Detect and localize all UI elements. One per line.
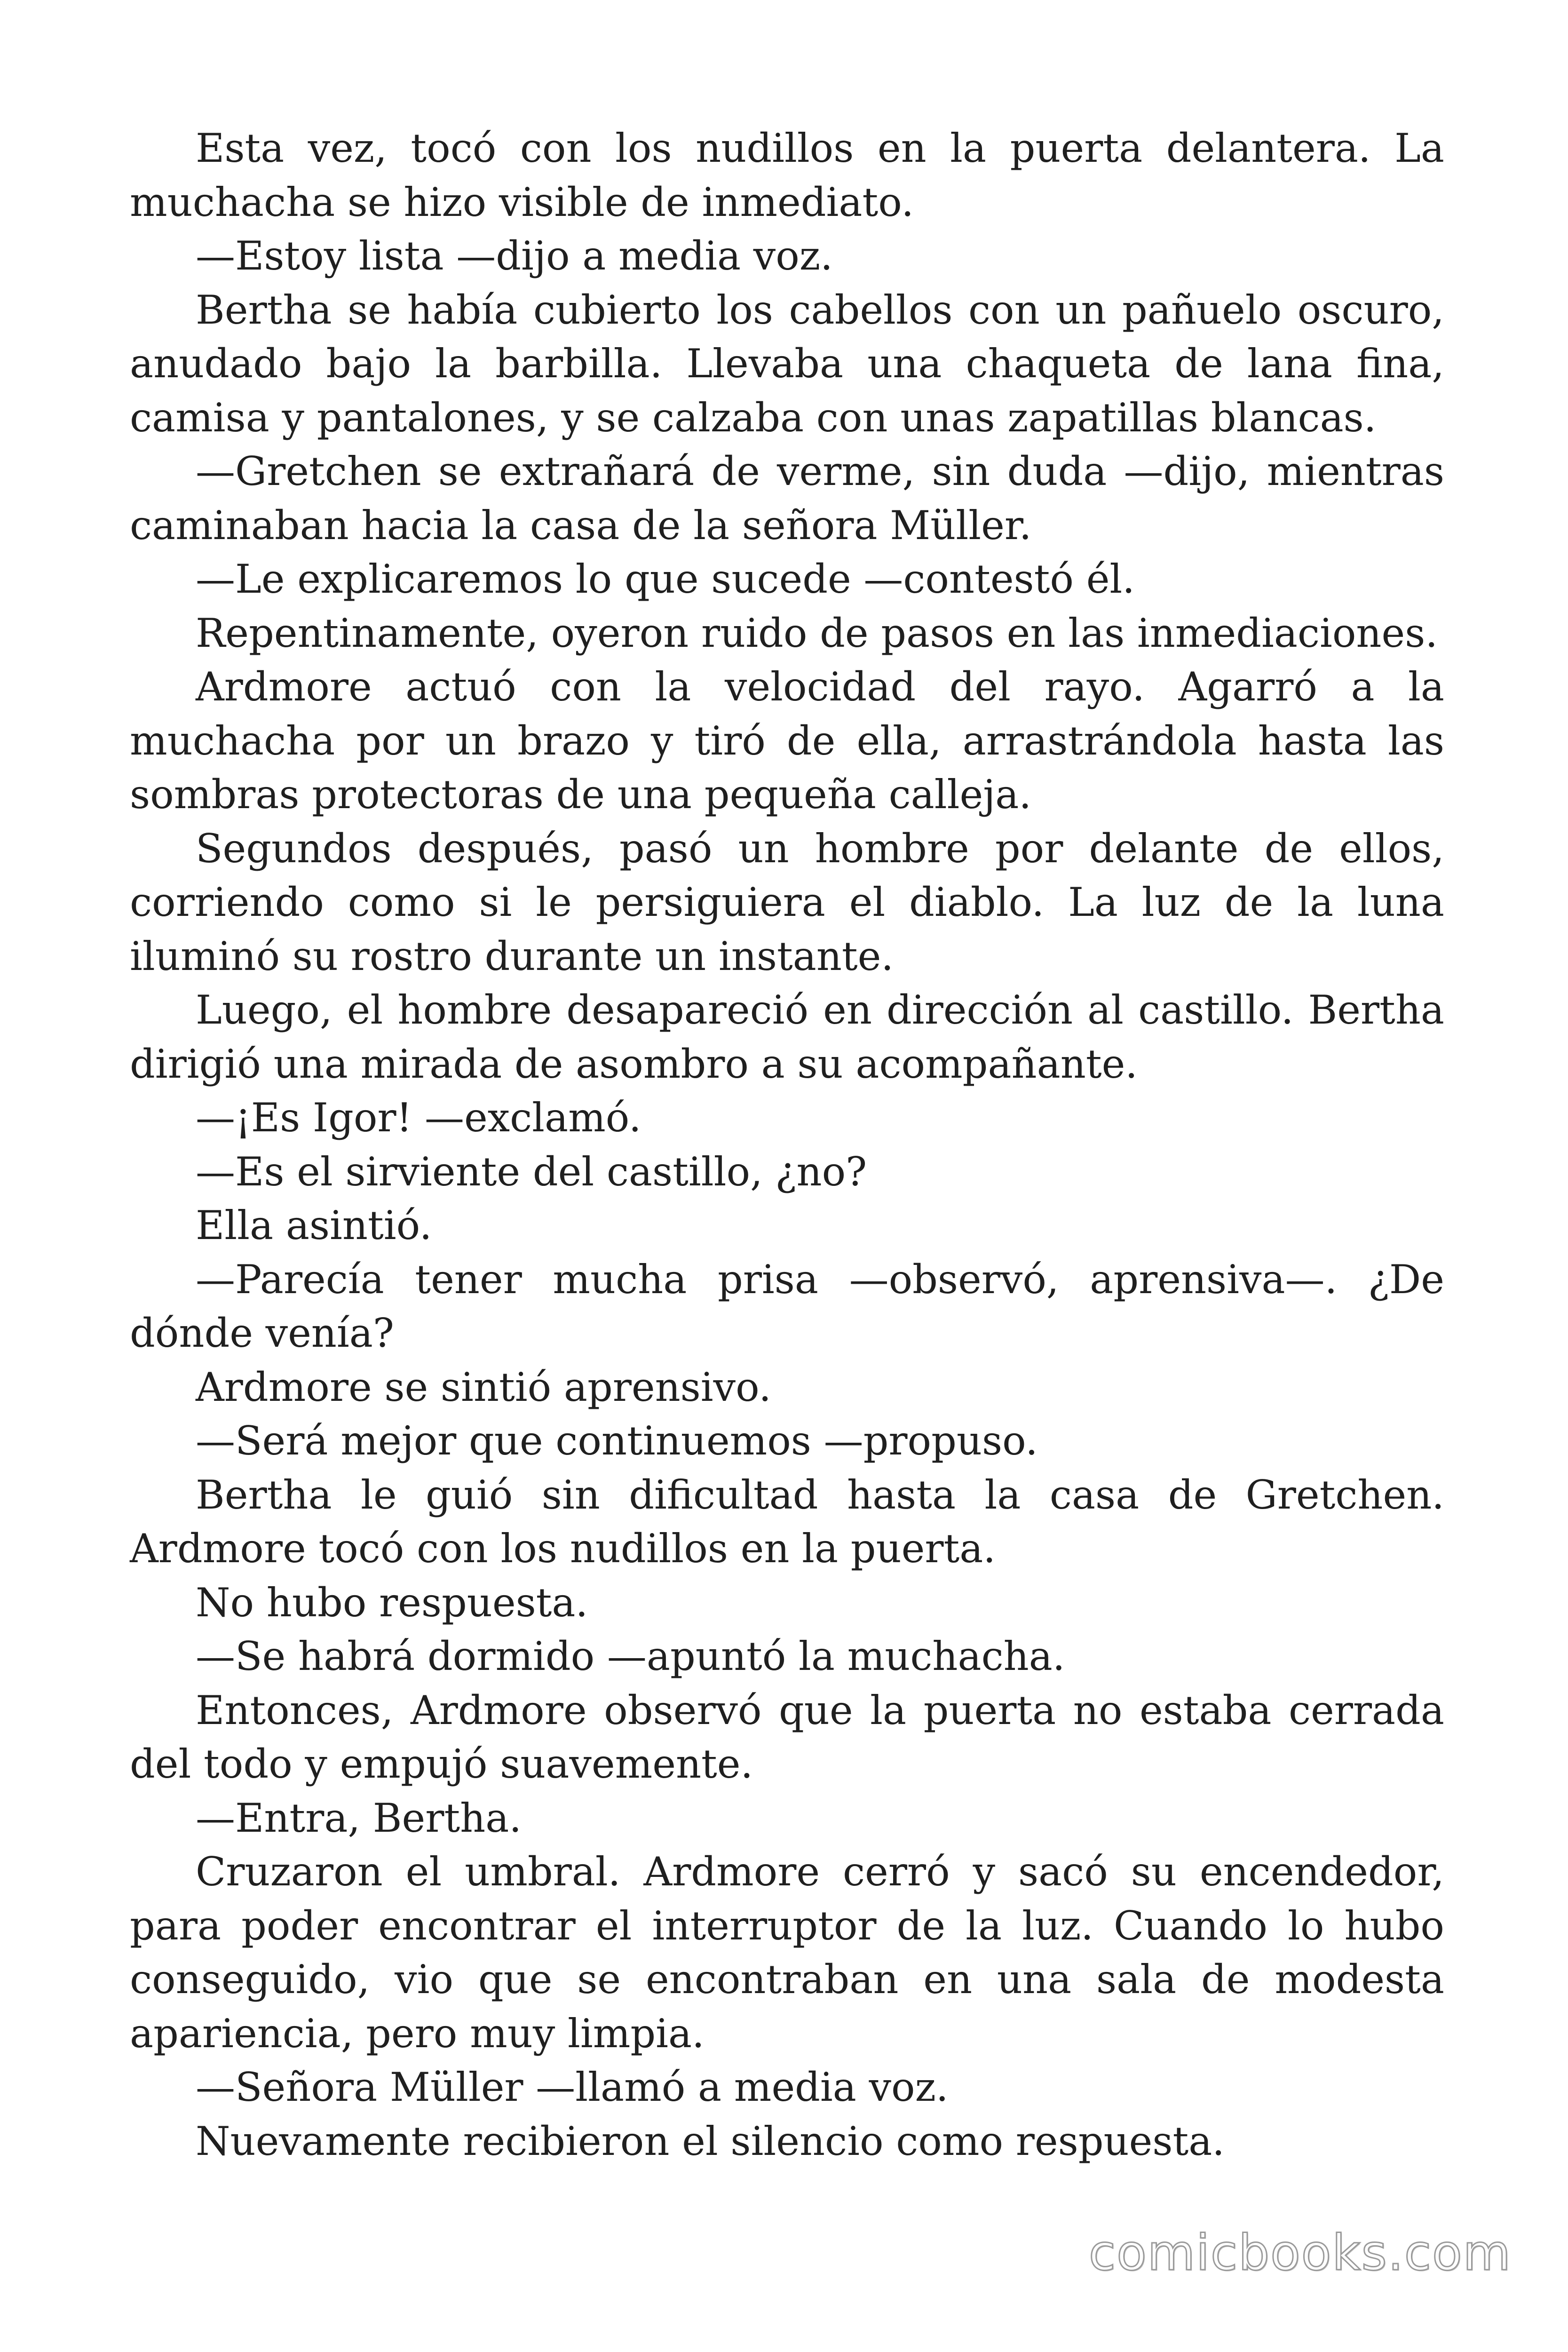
- paragraph: —Le explicaremos lo que sucede —contestó él.: [196, 556, 1135, 602]
- paragraph: —Es el sirviente del castillo, ¿no?: [196, 1148, 867, 1195]
- paragraph: Entonces, Ardmore observó que la puerta no estaba cerrada del todo y empujó suavemente.: [130, 1687, 1444, 1787]
- paragraph: —Gretchen se extrañará de verme, sin duda —dijo, mientras caminaban hacia la casa de la señora Müller.: [130, 448, 1444, 548]
- paragraph: Ardmore actuó con la velocidad del rayo. Agarró a la muchacha por un brazo y tiró de ella, arrastrándola hasta las sombras protectoras de una pequeña calleja.: [130, 664, 1444, 818]
- paragraph: Segundos después, pasó un hombre por delante de ellos, corriendo como si le persiguiera el diablo. La luz de la luna iluminó su rostro durante un instante.: [130, 825, 1444, 979]
- paragraph: Repentinamente, oyeron ruido de pasos en las inmediaciones.: [196, 610, 1438, 656]
- paragraph: Ella asintió.: [196, 1202, 432, 1248]
- paragraph: Nuevamente recibieron el silencio como respuesta.: [196, 2118, 1225, 2164]
- paragraph: Cruzaron el umbral. Ardmore cerró y sacó su encendedor, para poder encontrar el interruptor de la luz. Cuando lo hubo conseguido, vio que se encontraban en una sala de modesta apariencia, pero muy limpia.: [130, 1849, 1444, 2057]
- paragraph: —Será mejor que continuemos —propuso.: [196, 1418, 1038, 1464]
- paragraph: Luego, el hombre desapareció en dirección al castillo. Bertha dirigió una mirada de asombro a su acompañante.: [130, 987, 1444, 1087]
- paragraph: Ardmore se sintió aprensivo.: [196, 1364, 771, 1410]
- watermark: comicbooks.com: [1088, 2224, 1512, 2281]
- paragraph: No hubo respuesta.: [196, 1579, 588, 1626]
- paragraph: Bertha le guió sin dificultad hasta la casa de Gretchen. Ardmore tocó con los nudillos en la puerta.: [130, 1471, 1444, 1572]
- paragraph: —¡Es Igor! —exclamó.: [196, 1095, 641, 1141]
- paragraph: Esta vez, tocó con los nudillos en la puerta delantera. La muchacha se hizo visible de inmediato.: [130, 125, 1444, 225]
- paragraph: —Parecía tener mucha prisa —observó, aprensiva—. ¿De dónde venía?: [130, 1256, 1444, 1356]
- paragraph: —Señora Müller —llamó a media voz.: [196, 2064, 949, 2110]
- page-text: [130, 121, 1444, 2168]
- paragraph: —Estoy lista —dijo a media voz.: [196, 233, 833, 279]
- paragraph: Bertha se había cubierto los cabellos con un pañuelo oscuro, anudado bajo la barbilla. Llevaba una chaqueta de lana fina, camisa y pantalones, y se calzaba con unas zapatillas blancas.: [130, 286, 1444, 441]
- paragraph: —Entra, Bertha.: [196, 1795, 522, 1841]
- paragraph: —Se habrá dormido —apuntó la muchacha.: [196, 1633, 1065, 1679]
